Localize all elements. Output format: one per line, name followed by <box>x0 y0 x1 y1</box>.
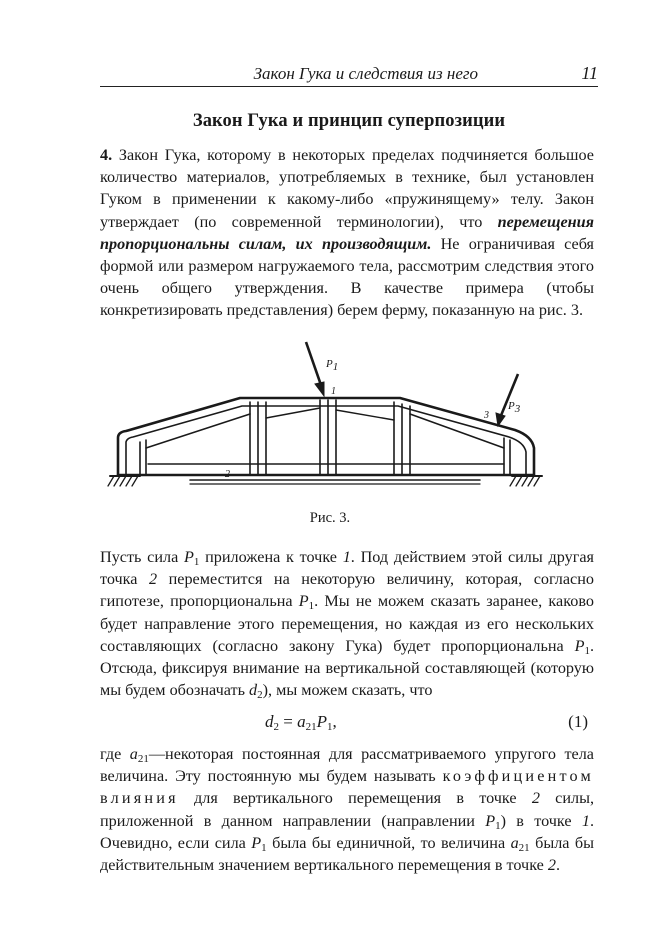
label-point-1: 1 <box>331 386 336 397</box>
label-point-2: 2 <box>225 469 230 480</box>
paragraph-force-p1: Пусть сила $P_1$ приложена к точке 1. Под действием этой силы другая точка 2 переместится на некоторую величину, которая, согласно гипотезе, пропорциональна $P_1$. Мы не можем сказать заранее, каково будет направление этого перемещения, но каждая из его нескольких составляющих (согласно закону Гука) будет пропорциональна $P_1$. Отсюда, фиксируя внимание на вертикальной составляющей (которую мы будем обозначать $d_2$), мы можем сказать, что <box>100 548 595 702</box>
paragraph-influence-coefficient: где $a_{21}—некоторая$ постоянная для рассматриваемого упругого тела величина. Эту постоянную мы будем называть коэффициентом влияния для вертикального перемещения в точке 2 силы, приложенной в данном направлении (направлении $P_1$) в точке 1. Очевидно, если сила $P_1$ была бы единичной, то величина $a_{21}$ была бы действительным значением вертикального перемещения в точке 2. <box>100 745 595 875</box>
term-influence-coefficient: коэффициентом влияния <box>100 767 594 808</box>
paragraph-hooke-law <box>100 144 594 322</box>
equation-number: (1) <box>568 712 588 731</box>
emphasis-text: перемещения пропорциональны силам, их производящим. <box>100 212 594 253</box>
label-point-3: 3 <box>484 410 489 421</box>
paragraph-number: 4. <box>100 146 113 164</box>
equation-1 <box>100 712 594 738</box>
running-head-title: Закон Гука и следствия из него <box>253 64 478 83</box>
equation-body: $d_2 = a_{21}P_1$, <box>265 712 337 733</box>
truss-drawing <box>100 330 594 510</box>
truss-figure <box>100 330 594 510</box>
label-force-p1: $P_1$ <box>326 358 339 373</box>
section-title: Закон Гука и принцип суперпозиции <box>192 111 506 131</box>
text-run: Не ограничивая себя формой или размером нагружаемого тела, рассмотрим следствия этого очень общего утверждения. В качестве примера (чтобы конкретизировать представления) берем ферму, показанную на рис. 3. <box>100 234 594 320</box>
running-head <box>100 62 598 87</box>
figure-caption: Рис. 3. <box>309 510 351 526</box>
label-force-p3: $P_3$ <box>508 400 521 415</box>
page-number: 11 <box>581 63 598 83</box>
text-run: Закон Гука, которому в некоторых пределах подчиняется большое количество материалов, употребляемых в технике, был установлен Гуком в применении к какому-либо «пружинящему» телу. Закон утверждает (по современной терминологии), что <box>100 146 594 231</box>
